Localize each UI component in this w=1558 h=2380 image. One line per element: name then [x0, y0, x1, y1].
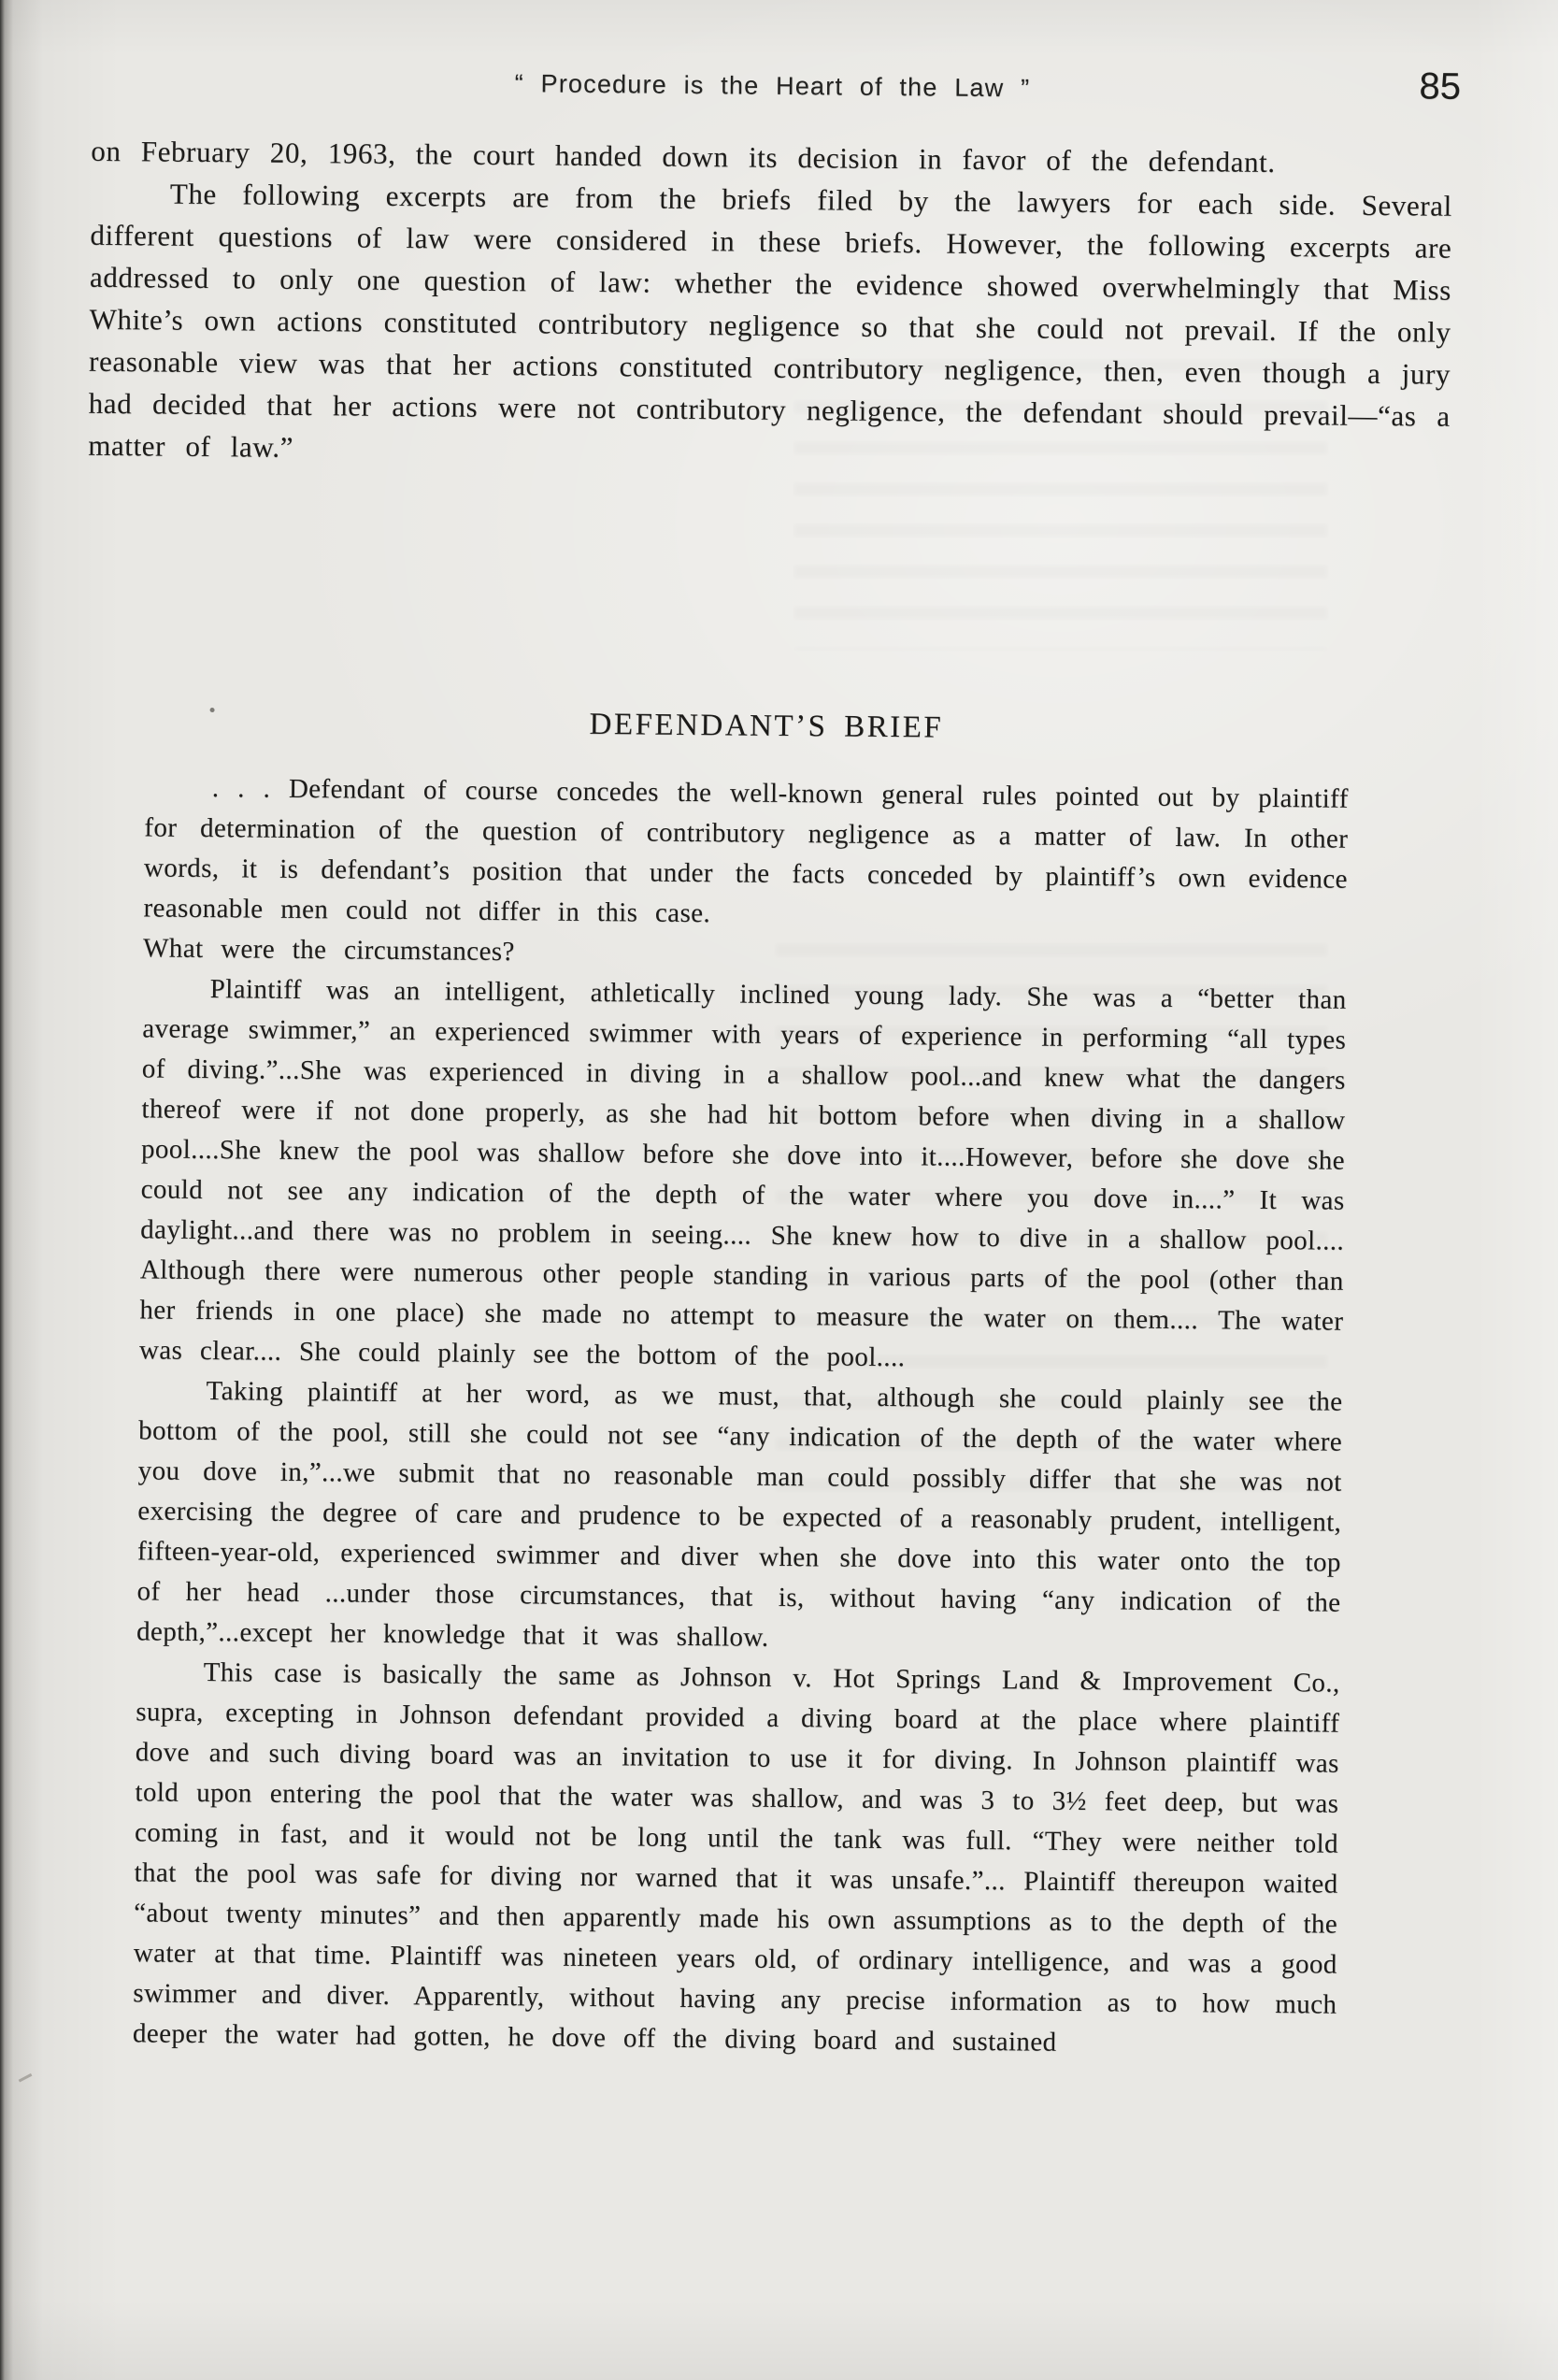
excerpt-paragraph: . . . Defendant of course concedes the well-known general rules pointed out by plaintiff for determination of the question of contributory negligence as a matter of law. In other words, it is defendant’s position that under the facts conceded by plaintiff’s own evidence reasonable men could not differ in this case. — [143, 773, 1349, 929]
scan-speck — [19, 2073, 33, 2083]
excerpt-paragraph: What were the circumstances? — [142, 933, 515, 968]
excerpt-paragraph: Taking plaintiff at her word, as we must, that, although she could plainly see the bottom of the pool, still she could not see “any indication of the depth of the water where you dove in,”...we submit that no reasonable man could possibly differ that she was not exercising the degree of care and prudence to be expected of a reasonably prudent, intelligent, fifteen-year-old, experienced swimmer and diver when she dove into this water onto the top of her head ...under those circumstances, that is, without having “any indication of the depth,”...except her knowledge that it was shallow. — [136, 1376, 1343, 1653]
scan-speck — [210, 708, 215, 712]
excerpt-paragraph: Plaintiff was an intelligent, athletically inclined young lady. She was a “better than average swimmer,” an experienced swimmer with years of experience in performing “all types of diving.”...She was experienced in diving in a shallow pool...and knew what the dangers thereof were if not done properly, as she had hit bottom before when diving in a shallow pool....She knew the pool was shallow before she dove into it....However, before she dove she could not see any indication of the depth of the water where you dove in....” It was daylight...and there was no problem in seeing.... She knew how to dive in a shallow pool.... Although there were numerous other people standing in various parts of the pool (other than her friends in one place) she made no attempt to measure the water on them.... The water was clear.... She could plainly see the bottom of the pool.... — [138, 974, 1347, 1373]
main-text-block — [88, 130, 1452, 480]
excerpt-paragraph: This case is basically the same as Johnson v. Hot Springs Land & Improvement Co., supra, excepting in Johnson defendant provided a diving board at the place where plaintiff dove and such diving board was an invitation to use it for diving. In Johnson plaintiff was told upon entering the pool that the water was shallow, and was 3 to 3½ feet deep, but was coming in fast, and it would not be long until the tank was full. “They were neither told that the pool was safe for diving nor warned that it was unsafe.”... Plaintiff thereupon waited “about twenty minutes” and then apparently made his own assumptions as to the depth of the water at that time. Plaintiff was nineteen years old, of ordinary intelligence, and was a good swimmer and diver. Apparently, without having any precise information as to how much deeper the water had gotten, he dove off the diving board and sustained — [132, 1657, 1340, 2057]
brief-excerpt-block — [133, 767, 1349, 2065]
paragraph-intro: The following excerpts are from the briefs filed by the lawyers for each side. Several different questions of law were considered in these briefs. However, the following excerpts are addressed to only one question of law: whether the evidence showed overwhelmingly that Miss White’s own actions constituted contributory negligence so that she could not prevail. If the only reasonable view was that her actions constituted contributory negligence, then, even though a jury had decided that her actions were not contributory negligence, the defendant should prevail—“as a matter of law.” — [88, 177, 1452, 464]
paragraph-continuation: on February 20, 1963, the court handed down its decision in favor of the defendant. — [91, 134, 1276, 179]
page-number: 85 — [1419, 65, 1462, 108]
running-header-title: “ Procedure is the Heart of the Law ” — [514, 69, 1031, 103]
running-header — [92, 60, 1462, 122]
section-heading: DEFENDANT’S BRIEF — [589, 707, 944, 745]
